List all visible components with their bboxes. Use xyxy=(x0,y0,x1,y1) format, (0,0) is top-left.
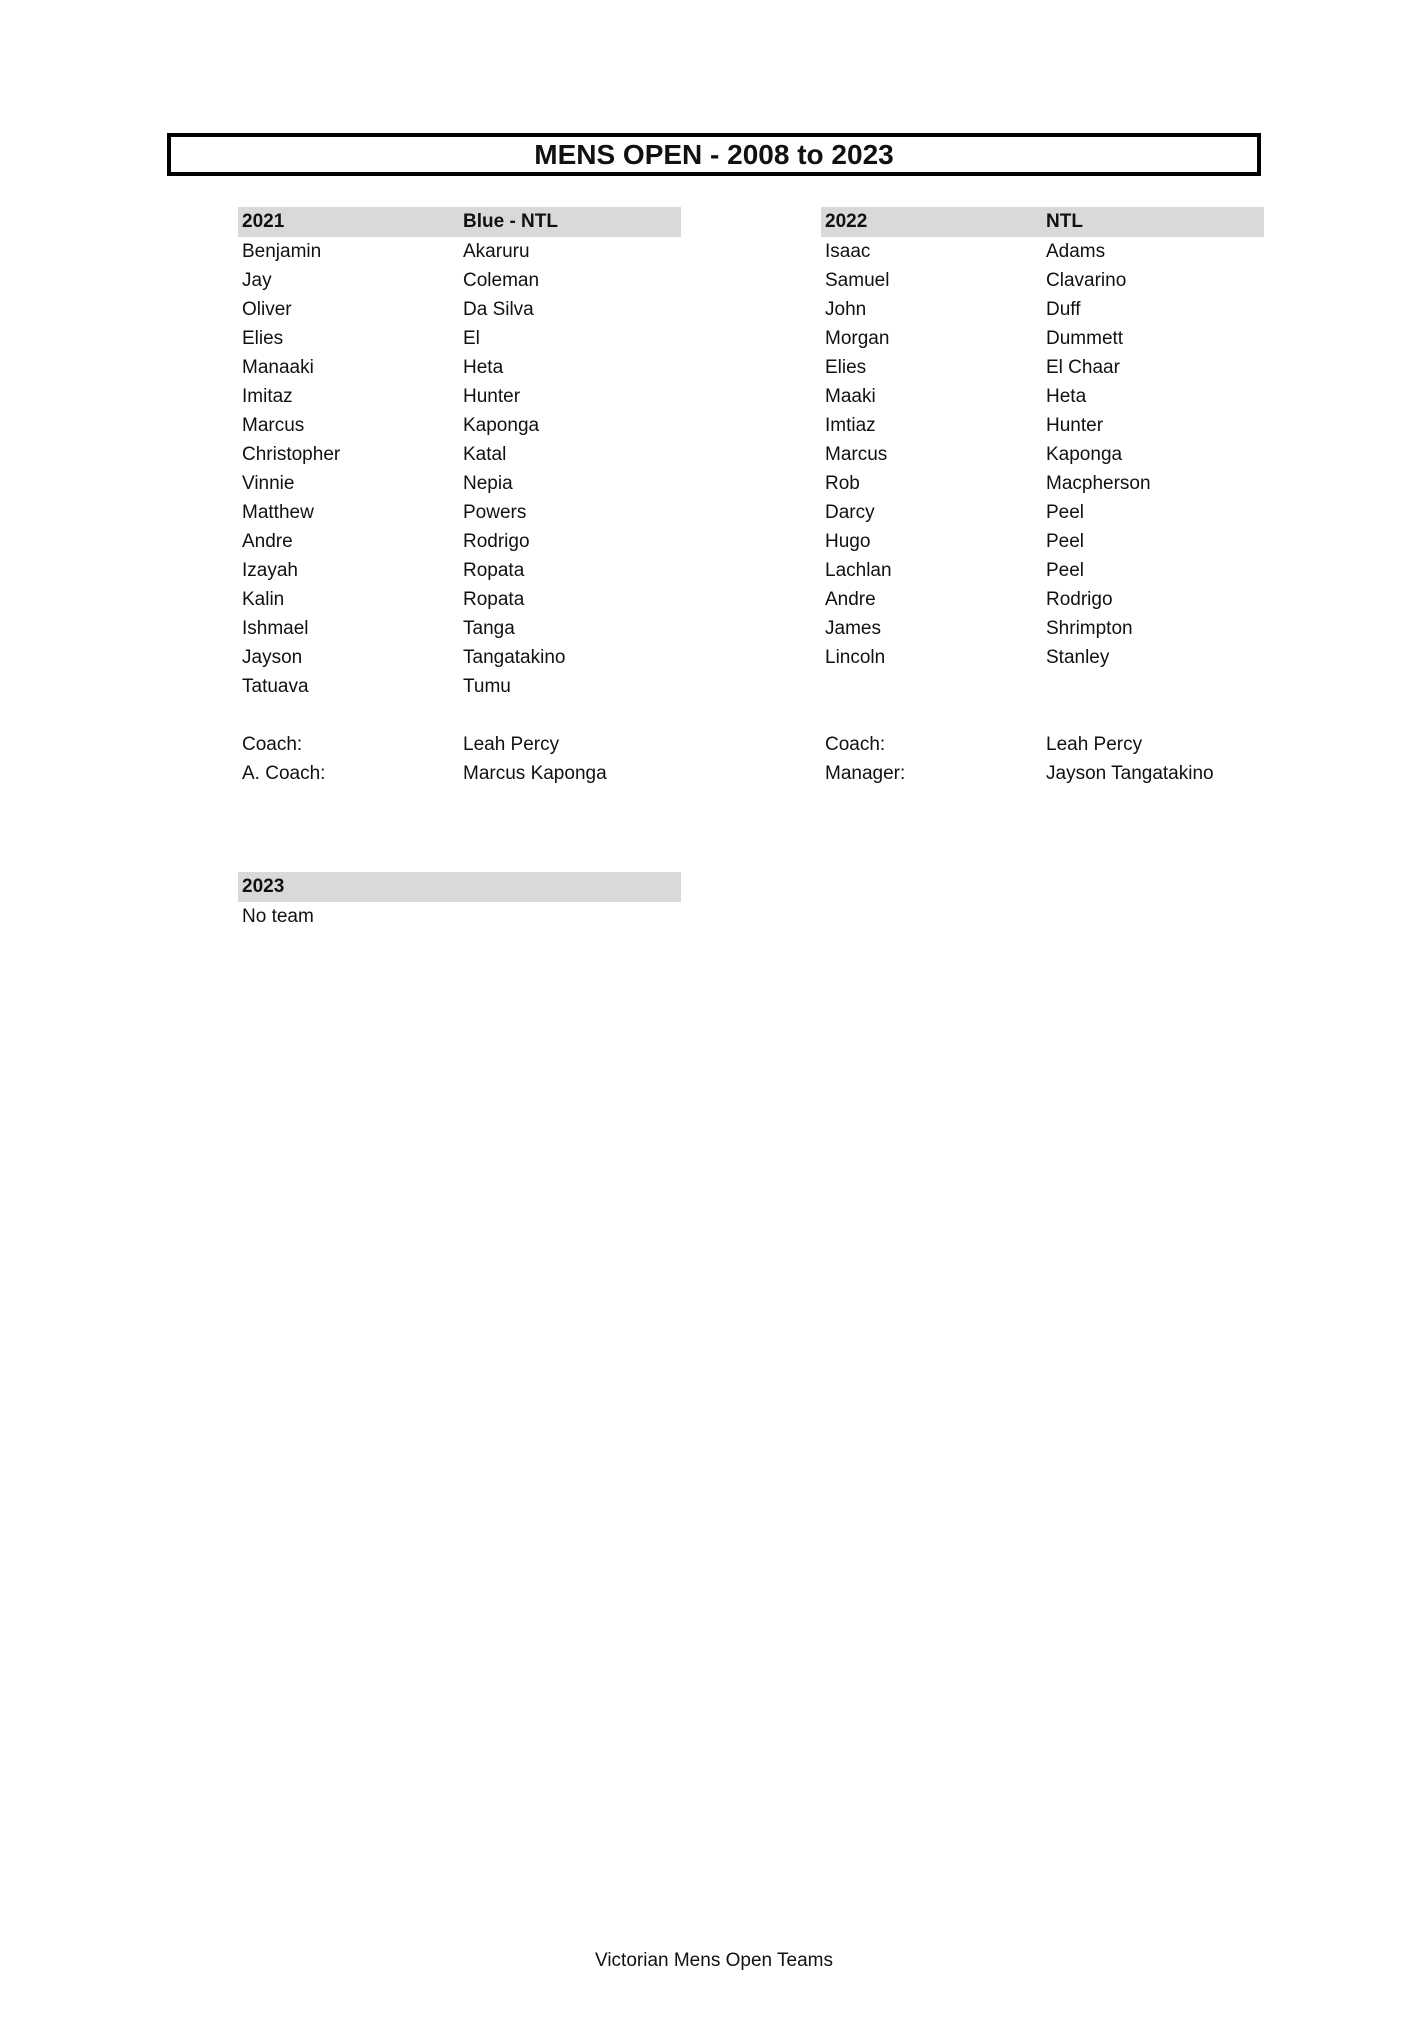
player-last-name: Adams xyxy=(1046,240,1106,262)
staff-row xyxy=(821,730,1264,759)
player-first-name: Marcus xyxy=(242,414,305,436)
team-name: Blue - NTL xyxy=(463,211,558,232)
player-first-name: Ishmael xyxy=(242,617,309,639)
player-row xyxy=(821,353,1264,382)
player-row xyxy=(821,382,1264,411)
player-row xyxy=(821,527,1264,556)
player-row xyxy=(821,585,1264,614)
player-row xyxy=(238,614,681,643)
player-row xyxy=(238,382,681,411)
player-last-name: El xyxy=(463,327,480,349)
player-last-name: Katal xyxy=(463,443,507,465)
player-row xyxy=(821,440,1264,469)
player-row xyxy=(238,469,681,498)
staff-row xyxy=(238,730,681,759)
player-row xyxy=(821,614,1264,643)
player-last-name: Nepia xyxy=(463,472,513,494)
player-first-name: Christopher xyxy=(242,443,341,465)
player-last-name: Tumu xyxy=(463,675,511,697)
player-first-name: Isaac xyxy=(825,240,871,262)
team-year: 2022 xyxy=(825,211,868,232)
player-first-name: Imtiaz xyxy=(825,414,876,436)
player-row xyxy=(238,266,681,295)
player-row xyxy=(821,643,1264,672)
player-last-name: Macpherson xyxy=(1046,472,1151,494)
player-last-name: Peel xyxy=(1046,501,1085,523)
player-first-name: Elies xyxy=(825,356,867,378)
team-2021-header xyxy=(238,207,681,237)
player-first-name: Matthew xyxy=(242,501,314,523)
player-last-name: Hunter xyxy=(1046,414,1104,436)
staff-name: Marcus Kaponga xyxy=(463,762,607,784)
player-last-name: Kaponga xyxy=(1046,443,1123,465)
player-last-name: Akaruru xyxy=(463,240,530,262)
player-first-name: Elies xyxy=(242,327,284,349)
player-first-name: Izayah xyxy=(242,559,298,581)
player-last-name: Coleman xyxy=(463,269,540,291)
staff-role: Coach: xyxy=(825,733,886,755)
player-first-name: Hugo xyxy=(825,530,871,552)
player-last-name: Rodrigo xyxy=(463,530,530,552)
team-2022-header xyxy=(821,207,1264,237)
player-row xyxy=(238,672,681,701)
player-last-name: Tangatakino xyxy=(463,646,566,668)
player-first-name: Lincoln xyxy=(825,646,886,668)
player-last-name: Ropata xyxy=(463,559,525,581)
player-last-name: Stanley xyxy=(1046,646,1110,668)
player-first-name: Samuel xyxy=(825,269,890,291)
player-row xyxy=(238,527,681,556)
player-last-name: Heta xyxy=(1046,385,1087,407)
player-first-name: Maaki xyxy=(825,385,876,407)
staff-name: Leah Percy xyxy=(463,733,560,755)
player-last-name: Heta xyxy=(463,356,504,378)
staff-row xyxy=(821,759,1264,788)
player-row xyxy=(821,411,1264,440)
player-last-name: Duff xyxy=(1046,298,1081,320)
staff-row xyxy=(238,759,681,788)
player-first-name: John xyxy=(825,298,867,320)
player-first-name: Tatuava xyxy=(242,675,309,697)
team-2023-table xyxy=(238,872,681,931)
page-footer: Victorian Mens Open Teams xyxy=(595,1950,833,1971)
player-row xyxy=(238,585,681,614)
player-row xyxy=(821,266,1264,295)
empty-row xyxy=(821,672,1264,701)
player-row xyxy=(238,556,681,585)
staff-name: Jayson Tangatakino xyxy=(1046,762,1214,784)
player-row xyxy=(821,295,1264,324)
player-first-name: Kalin xyxy=(242,588,285,610)
player-row xyxy=(821,556,1264,585)
player-row xyxy=(821,237,1264,266)
team-2021-table xyxy=(238,207,681,788)
player-row xyxy=(821,469,1264,498)
player-first-name: Andre xyxy=(825,588,876,610)
staff-role: A. Coach: xyxy=(242,762,326,784)
player-row xyxy=(238,295,681,324)
player-last-name: Peel xyxy=(1046,530,1085,552)
player-row xyxy=(821,324,1264,353)
player-row xyxy=(238,353,681,382)
player-last-name: Peel xyxy=(1046,559,1085,581)
player-last-name: Dummett xyxy=(1046,327,1124,349)
player-last-name: Kaponga xyxy=(463,414,540,436)
player-last-name: El Chaar xyxy=(1046,356,1120,378)
player-last-name: Tanga xyxy=(463,617,515,639)
staff-role: Coach: xyxy=(242,733,303,755)
player-first-name: Imitaz xyxy=(242,385,293,407)
player-first-name: Manaaki xyxy=(242,356,314,378)
player-row xyxy=(238,440,681,469)
row-spacer xyxy=(821,701,1264,730)
player-first-name: Oliver xyxy=(242,298,292,320)
team-year: 2023 xyxy=(242,876,285,897)
player-row xyxy=(238,237,681,266)
player-last-name: Hunter xyxy=(463,385,521,407)
team-2023-header xyxy=(238,872,681,902)
team-year: 2021 xyxy=(242,211,285,232)
player-first-name: Morgan xyxy=(825,327,890,349)
player-first-name: James xyxy=(825,617,881,639)
player-last-name: Powers xyxy=(463,501,527,523)
player-last-name: Clavarino xyxy=(1046,269,1127,291)
team-name: NTL xyxy=(1046,211,1083,232)
player-first-name: Darcy xyxy=(825,501,875,523)
staff-name: Leah Percy xyxy=(1046,733,1143,755)
team-2022-table xyxy=(821,207,1264,788)
player-row xyxy=(821,498,1264,527)
player-first-name: Vinnie xyxy=(242,472,295,494)
player-first-name: Marcus xyxy=(825,443,888,465)
player-row xyxy=(238,324,681,353)
player-last-name: Shrimpton xyxy=(1046,617,1133,639)
staff-role: Manager: xyxy=(825,762,906,784)
player-row xyxy=(238,498,681,527)
player-first-name: Andre xyxy=(242,530,293,552)
player-first-name: Rob xyxy=(825,472,860,494)
no-team-note: No team xyxy=(242,905,314,927)
player-first-name: Benjamin xyxy=(242,240,322,262)
player-last-name: Rodrigo xyxy=(1046,588,1113,610)
team-2023-note-row xyxy=(238,902,681,931)
player-last-name: Ropata xyxy=(463,588,525,610)
player-first-name: Jay xyxy=(242,269,272,291)
player-row xyxy=(238,643,681,672)
player-first-name: Jayson xyxy=(242,646,303,668)
player-first-name: Lachlan xyxy=(825,559,892,581)
page-title: MENS OPEN - 2008 to 2023 xyxy=(167,133,1261,176)
player-last-name: Da Silva xyxy=(463,298,534,320)
row-spacer xyxy=(238,701,681,730)
player-row xyxy=(238,411,681,440)
